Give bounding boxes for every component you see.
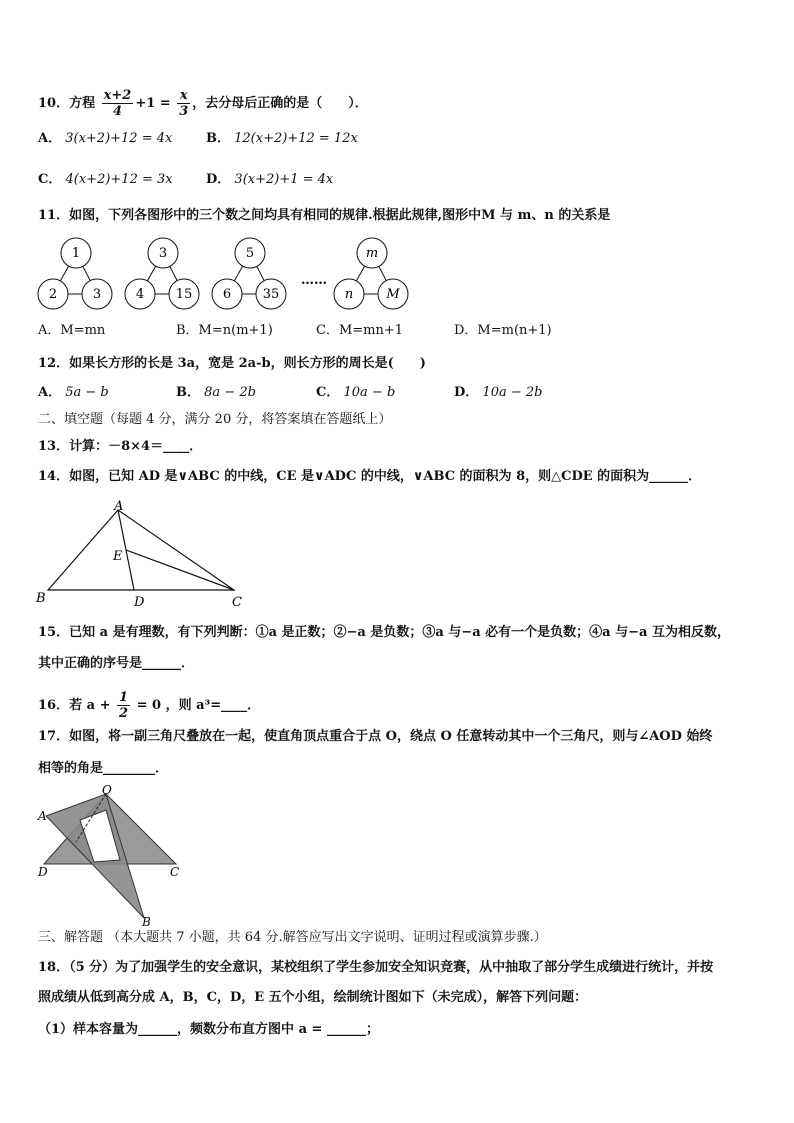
q11-circle-figures [36, 236, 426, 312]
q11-stem: 11．如图，下列各图形中的三个数之间均具有相同的规律.根据此规律,图形中M 与 m、n 的关系是 [38, 208, 611, 223]
q17-set-square-figure [36, 782, 196, 928]
circle-value: 5 [245, 246, 255, 261]
q12-option-d: D． 10a − 2b [454, 385, 543, 400]
q17-stem-line1: 17．如图，将一副三角尺叠放在一起，使直角顶点重合于点 O，绕点 O 任意转动其中一个三角尺，则与∠AOD 始终 [38, 729, 713, 744]
q16-suffix: = 0 ，则 a³=____． [136, 698, 261, 713]
q12-option-a: A． 5a − b [38, 385, 109, 400]
section-solve-title: 三、解答题 （本大题共 7 小题，共 64 分.解答应写出文字说明、证明过程或演算步骤.） [38, 930, 547, 945]
circle-value: 4 [135, 287, 145, 302]
q12-option-c: C． 10a − b [316, 385, 396, 400]
label-b: B [36, 591, 46, 606]
label-d: D [134, 595, 145, 610]
q10-option-b: B． 12(x+2)+12 = 12x [206, 131, 358, 146]
q11-option-a: A．M=mn [38, 323, 106, 338]
q18-stem-line1: 18．（5 分）为了加强学生的安全意识，某校组织了学生参加安全知识竞赛，从中抽取了部分学生成绩进行统计，并按 [38, 960, 714, 975]
q10-stem [38, 88, 368, 119]
circle-value: 35 [262, 287, 280, 302]
median-ce [126, 550, 234, 590]
q16-prefix: 16．若 a + [38, 698, 111, 713]
q17-stem-line2: 相等的角是________． [38, 761, 169, 776]
label-c: C [170, 865, 180, 879]
q10-mid: +1 = [135, 96, 171, 111]
circle-value: 2 [48, 287, 58, 302]
q18-stem-line2: 照成绩从低到高分成 A，B，C，D，E 五个小组，绘制统计图如下（未完成），解答下列问题： [38, 990, 588, 1005]
q16-stem [38, 690, 260, 721]
q10-fraction-right: $\frac{x}{3}$ [179, 88, 189, 119]
q15-stem-line1: 15．已知 a 是有理数，有下列判断：①a 是正数；②−a 是负数；③a 与−a 必有一个是负数；④a 与−a 互为相反数， [38, 625, 730, 640]
label-b: B [142, 915, 151, 928]
q10-stem-suffix: ，去分母后正确的是（ ）． [192, 96, 368, 111]
label-o: O [102, 783, 112, 797]
circle-value: 3 [92, 287, 102, 302]
q11-option-d: D．M=m(n+1) [454, 323, 552, 338]
circle-value: 15 [175, 287, 193, 302]
q12-stem: 12．如果长方形的长是 3a，宽是 2a-b，则长方形的周长是( ) [38, 356, 426, 371]
q16-fraction: $\frac{1}{2}$ [119, 690, 129, 721]
q10-fraction-left: $\frac{x+2}{4}$ [103, 88, 132, 119]
label-d: D [38, 865, 48, 879]
circle-value: 6 [222, 287, 232, 302]
label-c: C [232, 595, 242, 610]
label-e: E [113, 549, 123, 564]
triangle-abc [48, 510, 234, 590]
q11-option-c: C．M=mn+1 [316, 323, 404, 338]
q18-stem-line3: （1）样本容量为______，频数分布直方图中 a = ______； [38, 1022, 379, 1037]
label-a: A [38, 809, 47, 823]
q14-stem: 14．如图，已知 AD 是∨ABC 的中线，CE 是∨ADC 的中线，∨ABC 的面积为 8，则△CDE 的面积为______． [38, 469, 702, 484]
q10-number: 10． [38, 96, 70, 111]
circle-value: M [386, 287, 400, 302]
section-fill-in-title: 二、填空题（每题 4 分，满分 20 分，将答案填在答题纸上） [38, 412, 392, 427]
q12-option-b: B． 8a − 2b [176, 385, 256, 400]
q14-triangle-figure [34, 498, 254, 612]
q15-stem-line2: 其中正确的序号是______． [38, 656, 195, 671]
q10-option-c: C． 4(x+2)+12 = 3x [38, 172, 173, 187]
label-a: A [114, 499, 124, 514]
circle-value: n [344, 287, 354, 302]
q10-stem-prefix: 方程 [69, 96, 96, 111]
ellipsis: …… [301, 273, 327, 288]
q11-option-b: B．M=n(m+1) [176, 323, 273, 338]
q10-option-a: A． 3(x+2)+12 = 4x [38, 131, 173, 146]
circle-value: 1 [71, 246, 81, 261]
q10-option-d: D． 3(x+2)+1 = 4x [206, 172, 334, 187]
circle-value: m [365, 246, 379, 261]
q13-stem: 13．计算：－8×4＝____． [38, 439, 203, 454]
circle-value: 3 [158, 246, 168, 261]
